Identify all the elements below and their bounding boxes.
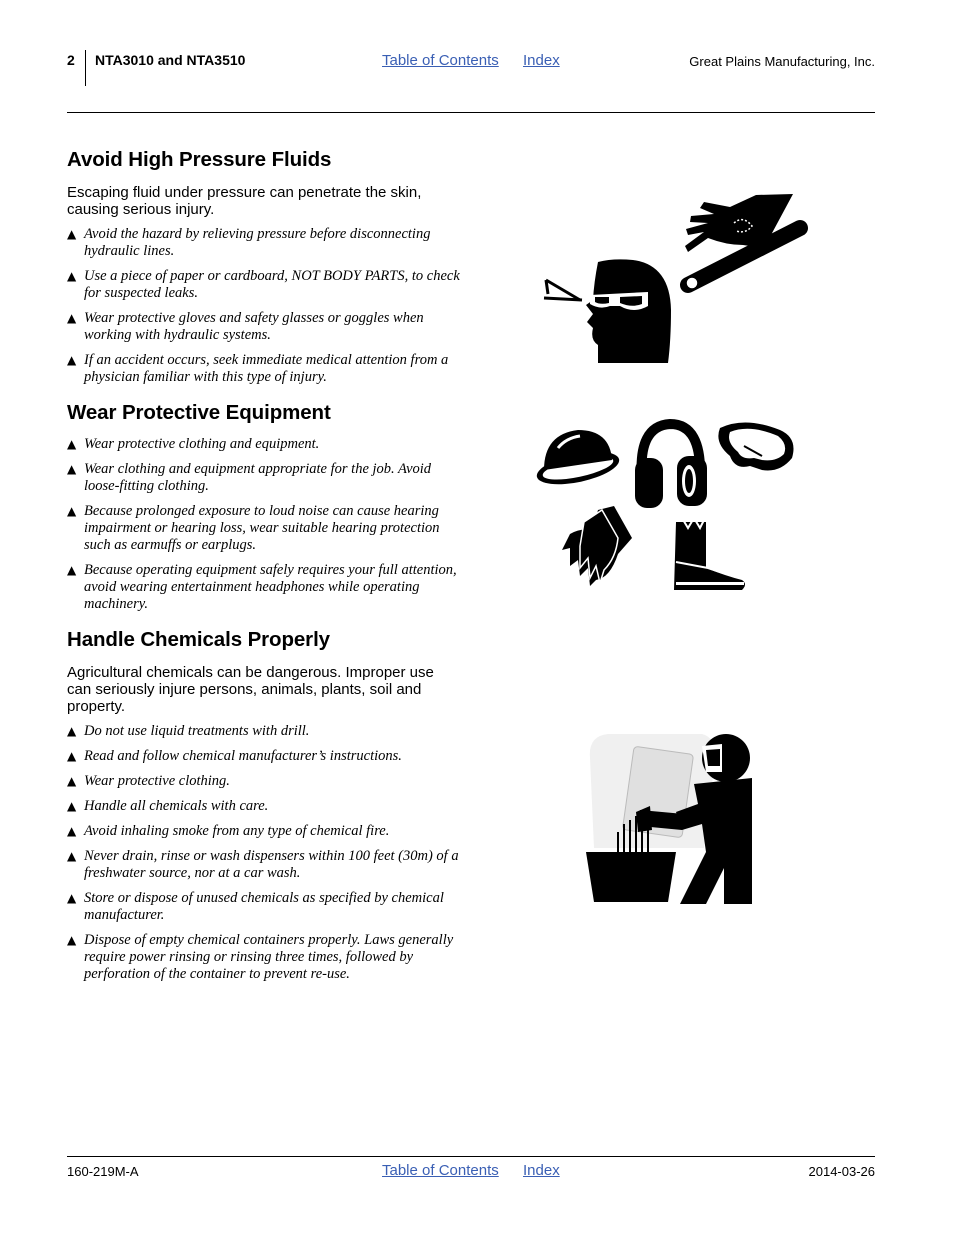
bullet-text: Wear protective gloves and safety glasses or goggles when working with hydraulic systems. xyxy=(84,310,424,343)
bullet-text: Because operating equipment safely requires your full attention, avoid wearing entertainment headphones while operating machinery. xyxy=(84,562,457,612)
bullet-text: Because prolonged exposure to loud noise can cause hearing impairment or hearing loss, wear suitable hearing protection such as earmuffs or earplugs. xyxy=(84,503,440,553)
high-pressure-fluid-illustration xyxy=(538,190,808,365)
bullet-text: Read and follow chemical manufacturer’s instructions. xyxy=(84,748,402,764)
hard-hat-icon xyxy=(534,430,622,490)
company-name: Great Plains Manufacturing, Inc. xyxy=(689,54,875,69)
warning-triangle-icon: ▲ xyxy=(67,437,77,451)
bullet-text: Wear protective clothing. xyxy=(84,773,230,789)
bullet-item xyxy=(67,503,467,554)
warning-triangle-icon: ▲ xyxy=(67,799,77,813)
warning-triangle-icon: ▲ xyxy=(67,891,77,905)
bullet-text: Store or dispose of unused chemicals as specified by chemical manufacturer. xyxy=(84,890,444,923)
bullet-item xyxy=(67,310,467,344)
footer-toc-link[interactable]: Table of Contents xyxy=(382,1162,499,1179)
document-date: 2014-03-26 xyxy=(808,1164,875,1179)
bullet-text: Avoid inhaling smoke from any type of chemical fire. xyxy=(84,823,390,839)
header-divider xyxy=(85,50,86,86)
earmuffs-icon xyxy=(635,424,707,508)
warning-triangle-icon: ▲ xyxy=(67,933,77,947)
goggles-icon xyxy=(718,422,793,470)
bullet-list-equipment xyxy=(67,436,467,621)
model-title: NTA3010 and NTA3510 xyxy=(95,52,246,68)
bullet-text: Avoid the hazard by relieving pressure before disconnecting hydraulic lines. xyxy=(84,226,431,259)
warning-triangle-icon: ▲ xyxy=(67,269,77,283)
bullet-item xyxy=(67,723,467,740)
section-intro-fluids: Escaping fluid under pressure can penetrate the skin, causing serious injury. xyxy=(67,184,422,218)
document-number: 160-219M-A xyxy=(67,1164,139,1179)
bullet-text: Handle all chemicals with care. xyxy=(84,798,269,814)
warning-triangle-icon: ▲ xyxy=(67,504,77,518)
chemical-handling-illustration xyxy=(584,728,759,904)
bullet-item xyxy=(67,798,467,815)
bullet-item xyxy=(67,268,467,302)
protective-equipment-illustration xyxy=(530,418,800,596)
footer-rule xyxy=(67,1156,875,1157)
warning-triangle-icon: ▲ xyxy=(67,227,77,241)
bullet-text: Wear clothing and equipment appropriate for the job. Avoid loose-fitting clothing. xyxy=(84,461,432,494)
header-index-link[interactable]: Index xyxy=(523,52,560,69)
bullet-item xyxy=(67,226,467,260)
warning-triangle-icon: ▲ xyxy=(67,462,77,476)
bullet-item xyxy=(67,890,467,924)
bullet-item xyxy=(67,461,467,495)
warning-triangle-icon: ▲ xyxy=(67,563,77,577)
footer-index-link[interactable]: Index xyxy=(523,1162,560,1179)
bullet-list-chemicals xyxy=(67,723,467,991)
section-intro-chemicals: Agricultural chemicals can be dangerous. Improper use can seriously injure persons, animals, plants, soil and property. xyxy=(67,664,434,715)
boot-icon xyxy=(674,518,745,590)
bullet-text: Dispose of empty chemical containers properly. Laws generally require power rinsing or rinsing three times, followed by perforation of the container to prevent re-use. xyxy=(84,932,454,982)
section-heading-chemicals: Handle Chemicals Properly xyxy=(67,628,330,651)
warning-triangle-icon: ▲ xyxy=(67,749,77,763)
gloves-icon xyxy=(562,506,632,586)
bullet-item xyxy=(67,823,467,840)
page-number: 2 xyxy=(67,52,75,68)
bullet-text: Wear protective clothing and equipment. xyxy=(84,436,320,452)
bullet-item xyxy=(67,748,467,765)
bullet-item xyxy=(67,848,467,882)
bullet-list-fluids xyxy=(67,226,467,394)
warning-triangle-icon: ▲ xyxy=(67,724,77,738)
warning-triangle-icon: ▲ xyxy=(67,849,77,863)
warning-triangle-icon: ▲ xyxy=(67,774,77,788)
bullet-item xyxy=(67,932,467,983)
arrow-icon xyxy=(544,280,582,300)
warning-triangle-icon: ▲ xyxy=(67,824,77,838)
bullet-text: Do not use liquid treatments with drill. xyxy=(84,723,310,739)
warning-triangle-icon: ▲ xyxy=(67,353,77,367)
bullet-text: If an accident occurs, seek immediate medical attention from a physician familiar with this type of injury. xyxy=(84,352,449,385)
header-rule xyxy=(67,112,875,113)
bullet-item xyxy=(67,352,467,386)
bullet-item xyxy=(67,773,467,790)
bullet-text: Never drain, rinse or wash dispensers within 100 feet (30m) of a freshwater source, nor at a car wash. xyxy=(84,848,459,881)
bullet-text: Use a piece of paper or cardboard, NOT BODY PARTS, to check for suspected leaks. xyxy=(84,268,460,301)
bullet-item xyxy=(67,562,467,613)
warning-triangle-icon: ▲ xyxy=(67,311,77,325)
section-heading-fluids: Avoid High Pressure Fluids xyxy=(67,148,332,171)
bullet-item xyxy=(67,436,467,453)
safety-glasses-head-icon xyxy=(586,259,671,363)
header-toc-link[interactable]: Table of Contents xyxy=(382,52,499,69)
section-heading-equipment: Wear Protective Equipment xyxy=(67,401,331,424)
